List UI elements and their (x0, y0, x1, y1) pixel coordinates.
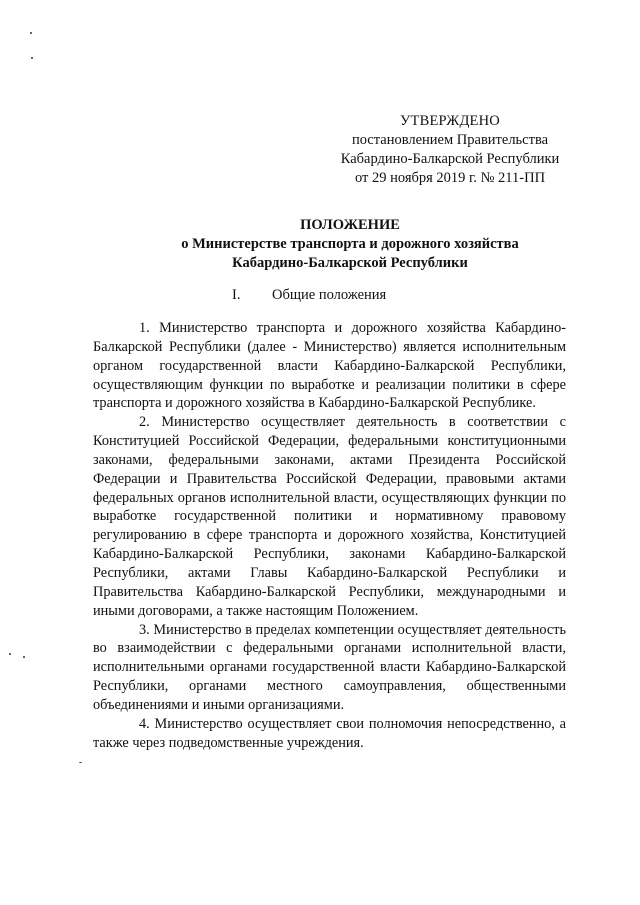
paragraph: 3. Министерство в пределах компетенции осуществляет деятельность во взаимодействии с федеральными органами исполнительной власти, исполнительными органами государственной власти Кабардино-Балкарской Республики, органами местного самоуправления, общественными объединениями и иными организациями. (93, 621, 566, 713)
scan-speck (23, 656, 25, 658)
scan-speck (30, 32, 32, 34)
scan-speck (79, 762, 82, 763)
document-body (93, 319, 566, 752)
approval-heading: УТВЕРЖДЕНО (400, 113, 500, 129)
section-number: I. (232, 287, 241, 303)
scan-speck (31, 57, 33, 59)
scan-speck (9, 653, 11, 655)
paragraph: 2. Министерство осуществляет деятельность в соответствии с Конституцией Российской Федерации, федеральными конституционными законами, федеральными законами, актами Президента Российской Федерации и Правительства Российской Федерации, правовыми актами федеральных органов исполнительной власти, осуществляющих функции по выработке государственной политики и нормативному правовому регулированию в сфере транспорта и дорожного хозяйства, Конституцией Кабардино-Балкарской Республики, законами Кабардино-Балкарской Республики, актами Главы Кабардино-Балкарской Республики и Правительства Кабардино-Балкарской Республики, международными и иными договорами, а также настоящим Положением. (93, 414, 566, 619)
approval-line: постановлением Правительства (351, 132, 549, 148)
section-title: Общие положения (272, 287, 387, 303)
approval-line: Кабардино-Балкарской Республики (340, 151, 560, 167)
paragraph: 1. Министерство транспорта и дорожного хозяйства Кабардино-Балкарской Республики (далее - Министерство) является исполнительным органом государственной власти Кабардино-Балкарской Республики, осуществляющим функции по выработке и реализации политики в сфере транспорта и дорожного хозяйства в Кабардино-Балкарской Республике. (93, 320, 566, 412)
approval-stamp (300, 112, 600, 188)
document-title: ПОЛОЖЕНИЕ (300, 217, 400, 233)
document-subtitle: Кабардино-Балкарской Республики (232, 255, 468, 271)
paragraph: 4. Министерство осуществляет свои полномочия непосредственно, а также через подведомственные учреждения. (93, 715, 566, 751)
document-subtitle: о Министерстве транспорта и дорожного хозяйства (181, 236, 519, 252)
section-heading (232, 286, 386, 305)
document-heading (160, 216, 540, 273)
approval-date-line: от 29 ноября 2019 г. № 211-ПП (354, 170, 546, 186)
